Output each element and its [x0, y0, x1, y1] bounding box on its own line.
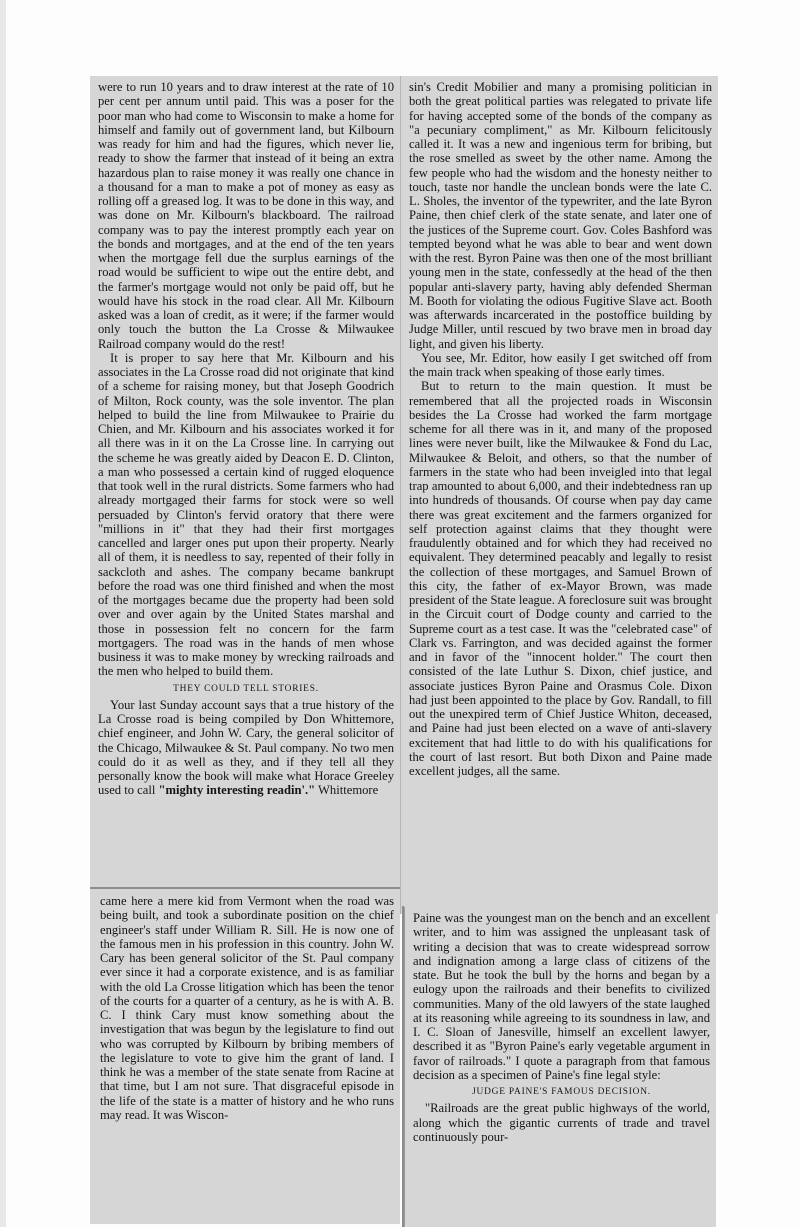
paragraph-text: Your last Sunday account says that a true history of the La Crosse road is being compiled by Don Whittemore, chief engineer, and John W. Cary, the general solicitor of the Chicago, Milwaukee & St. Paul company. No two men could do it as well as they, and if they tell all they personally know the book will make what Horace Greeley used to call [98, 697, 394, 798]
clipping-right-column-top [400, 76, 718, 914]
paragraph [98, 698, 394, 798]
paragraph: But to return to the main question. It must be remembered that all the projected roads in Wisconsin besides the La Crosse had worked the farm mortgage scheme for all there was in it, and many of the proposed lines were never built, like the Milwaukee & Fond du Lac, Milwaukee & Beloit, and others, so that the number of farmers in the state who had been inveigled into that legal trap amounted to about 6,000, and their indebtedness ran up into hundreds of thousands. Of course when pay day came there was great excitement and the farmers organized for self protection against claims that they thought were fraudulently obtained and for which they had received no equivalent. They determined peacably and legally to resist the collection of these mortgages, and Samuel Brown of this city, the father of ex-Mayor Brown, was made president of the State league. A foreclosure suit was brought in the Circuit court of Dodge county and carried to the Supreme court as a test case. It was the "celebrated case" of Clark vs. Farrington, and was decided against the former and in favor of the "innocent holder." The court then consisted of the late Luthur S. Dixon, chief justice, and associate justices Byron Paine and Orasmus Cole. Dixon had just been appointed to the place by Gov. Randall, to fill out the unexpired term of Chief Justice Whiton, deceased, and Paine had just been elected on a wave of anti-slavery excitement that had little to do with his qualifications for the court of last resort. But both Dixon and Paine made excellent judges, all the same. [409, 379, 712, 778]
paragraph: "Railroads are the great public highways of the world, along which the gigantic currents of trade and travel continuously pour- [413, 1101, 710, 1144]
clipping-left-column-top [90, 76, 400, 896]
column-divider-rule [90, 887, 406, 889]
section-heading: JUDGE PAINE'S FAMOUS DECISION. [472, 1087, 651, 1097]
paragraph: were to run 10 years and to draw interest at the rate of 10 per cent per annum until paid. This was a poser for the poor man who had come to Wisconsin to make a home for himself and family out of government land, but Kilbourn was ready for him and had the figures, which never lie, ready to show the farmer that instead of it being an extra hazardous plan to raise money it was really one chance in a thousand for a man to make a pot of money as easy as rolling off a greased log. It was to be done in this way, and was done on Mr. Kilbourn's blackboard. The railroad company was to pay the interest promptly each year on the bonds and mortgages, and at the end of the ten years when the mortgage fell due the surplus earnings of the road would be sufficient to wipe out the entire debt, and the farmer's mortgage would not only be paid off, but he would have his stock in the road clear. All Mr. Kilbourn asked was a loan of credit, as it were; if the farmer would only touch the button the La Crosse & Milwaukee Railroad company would do the rest! [98, 80, 394, 351]
column-vertical-rule [402, 906, 404, 1227]
page-edge-shadow [0, 0, 6, 1227]
paragraph: sin's Credit Mobilier and many a promising politician in both the great political parties was relegated to private life for having accepted some of the bonds of the company as "a pecuniary compliment," as Mr. Kilbourn felicitously called it. It was a new and ingenious term for bribing, but the rose smelled as sweet by the other name. Among the few people who had the wisdom and the honesty neither to touch, taste nor handle the unclean bonds were the late C. L. Sholes, the inventor of the typewriter, and the late Byron Paine, then chief clerk of the state senate, and later one of the justices of the Supreme court. Gov. Coles Bashford was tempted beyond what he was able to bear and went down with the rest. Byron Paine was then one of the most brilliant young men in the state, confessedly at the head of the then popular anti-slavery party, having ably defended Sherman M. Booth for violating the odious Fugitive Slave act. Booth was afterwards incarcerated in the postoffice building by Judge Miller, until rescued by two brave men in broad day light, and given his liberty. [409, 80, 712, 351]
paragraph-text-tail: Whittemore [318, 783, 379, 798]
paragraph: Paine was the youngest man on the bench and an excellent writer, and to him was assigned the unpleasant task of writing a decision that was to create widespread sorrow and indignation among a large class of citizens of the state. But he took the bull by the horns and began by a eulogy upon the railroads and their benefits to civilized communities. Many of the old lawyers of the state laughed at its reasoning while agreeing to its soundness in law, and I. C. Sloan of Janesville, himself an excellent lawyer, described it as "Byron Paine's early vegetable argument in favor of railroads." I quote a paragraph from that famous decision as a specimen of Paine's fine legal style: [413, 911, 710, 1082]
paragraph: It is proper to say here that Mr. Kilbourn and his associates in the La Crosse road did not originate that kind of a scheme for raising money, but that Joseph Goodrich of Milton, Rock county, was the sole inventor. The plan helped to build the line from Milwaukee to Prairie du Chien, and Mr. Kilbourn and his associates worked it for all there was in it on the La Crosse line. In carrying out the scheme he was greatly aided by Deacon E. D. Clinton, a man who possessed a certain kind of rugged eloquence that took well in the rural districts. Some farmers who had already mortgaged their farms for stock were so well persuaded by Clinton's fervid oratory that there were "millions in it" that they had their first mortgages cancelled and larger ones put upon their property. Nearly all of them, it is needless to say, repented of their folly in sackcloth and ashes. The company became bankrupt before the road was one third finished and when the most of the mortgages became due the property had been sold over and over again by the United States marshal and those in possession felt no concern for the farm mortgagers. The road was in the hands of men whose business it was to make money by wrecking railroads and the men who helped to build them. [98, 350, 394, 679]
paragraph: came here a mere kid from Vermont when the road was being built, and took a subordinate position on the chief engineer's staff under William R. Sill. He is now one of the famous men in his profession in this country. John W. Cary has been general solicitor of the St. Paul company ever since it had a corporate existence, and is as familiar with the old La Crosse litigation which has been the tenor of the courts for a quarter of a century, as he is with A. B. C. I think Cary must know something about the investigation that was begun by the legislature to find out who was corrupted by Kilbourn by bribing members of the legislature to vote to give him the grant of land. I think he was a member of the state senate from Racine at that time, but I am not sure. That disgraceful episode in the life of the state is a matter of history and he who runs may read. It was Wiscon- [100, 894, 394, 1122]
paragraph: You see, Mr. Editor, how easily I get switched off from the main track when speaking of those early times. [409, 350, 712, 379]
clipping-right-column-bottom [404, 907, 716, 1227]
bold-quote: "mighty interesting readin'." [158, 783, 316, 798]
section-heading: THEY COULD TELL STORIES. [173, 683, 319, 694]
clipping-left-column-bottom [90, 888, 400, 1224]
